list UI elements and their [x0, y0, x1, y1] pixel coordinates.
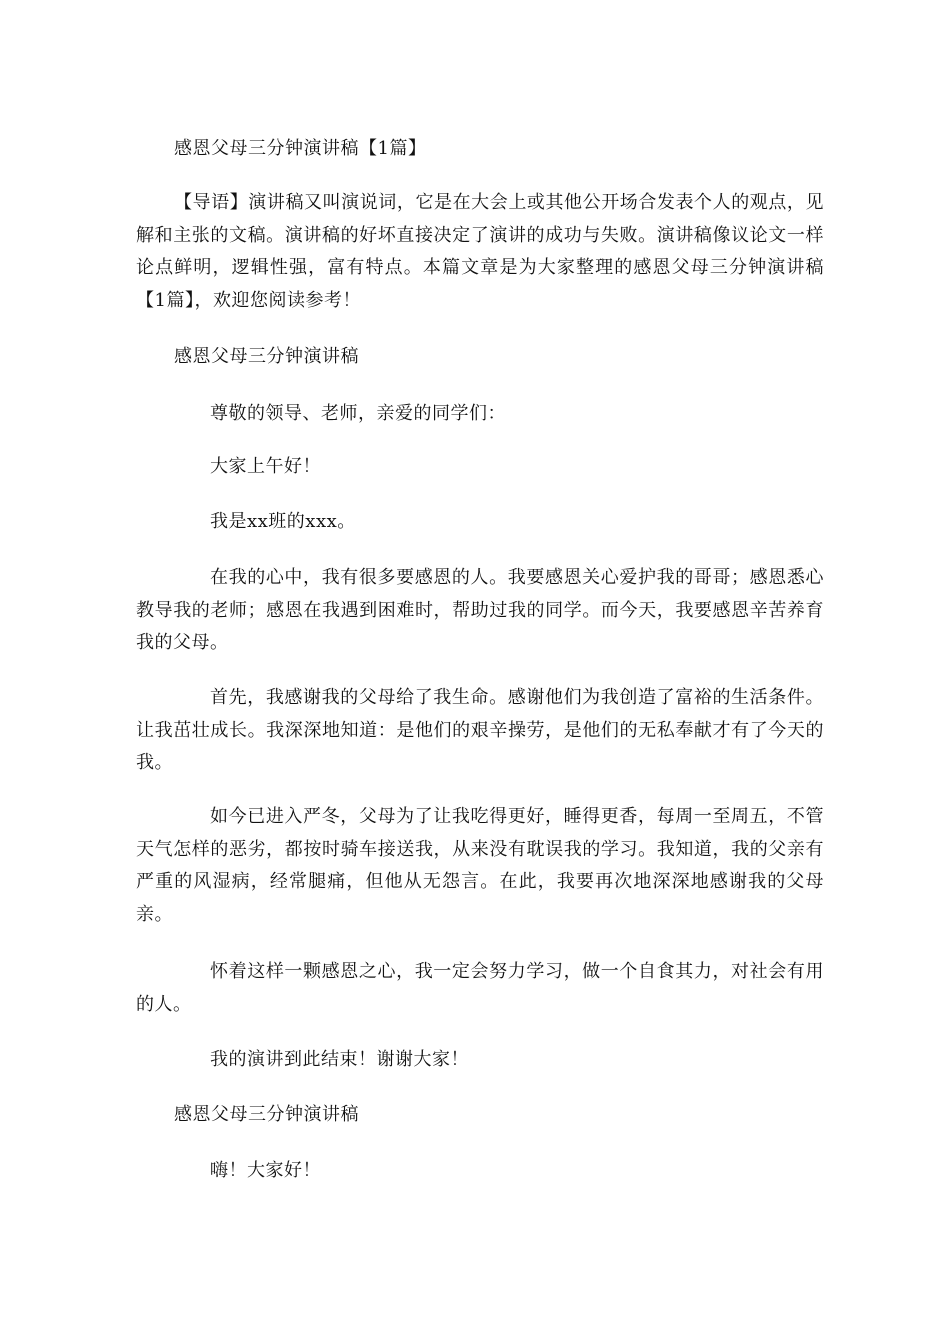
- body-paragraph: 首先，我感谢我的父母给了我生命。感谢他们为我创造了富裕的生活条件。让我茁壮成长。我深深地知道：是他们的艰辛操劳，是他们的无私奉献才有了今天的我。: [136, 687, 824, 774]
- document-title: 感恩父母三分钟演讲稿【1篇】: [174, 138, 427, 159]
- section-heading: 感恩父母三分钟演讲稿: [174, 346, 359, 367]
- salutation: 尊敬的领导、老师，亲爱的同学们：: [210, 403, 506, 424]
- body-paragraph: 怀着这样一颗感恩之心，我一定会努力学习，做一个自食其力，对社会有用的人。: [136, 961, 824, 1015]
- greeting: 大家上午好！: [210, 456, 321, 477]
- self-introduction: 我是xx班的xxx。: [210, 511, 356, 532]
- body-paragraph: 如今已进入严冬，父母为了让我吃得更好，睡得更香，每周一至周五，不管天气怎样的恶劣，都按时骑车接送我，从来没有耽误我的学习。我知道，我的父亲有严重的风湿病，经常腿痛，但他从无怨言。在此，我要再次地深深地感谢我的父母亲。: [136, 806, 824, 925]
- body-paragraph: 在我的心中，我有很多要感恩的人。我要感恩关心爱护我的哥哥；感恩悉心教导我的老师；感恩在我遇到困难时，帮助过我的同学。而今天，我要感恩辛苦养育我的父母。: [136, 567, 824, 654]
- closing-line: 我的演讲到此结束！谢谢大家！: [210, 1049, 469, 1070]
- intro-paragraph: 【导语】演讲稿又叫演说词，它是在大会上或其他公开场合发表个人的观点，见解和主张的文稿。演讲稿的好坏直接决定了演讲的成功与失败。演讲稿像议论文一样论点鲜明，逻辑性强，富有特点。本篇文章是为大家整理的感恩父母三分钟演讲稿【1篇】，欢迎您阅读参考！: [136, 192, 824, 311]
- section-heading: 感恩父母三分钟演讲稿: [174, 1104, 359, 1125]
- greeting: 嗨！大家好！: [210, 1160, 321, 1181]
